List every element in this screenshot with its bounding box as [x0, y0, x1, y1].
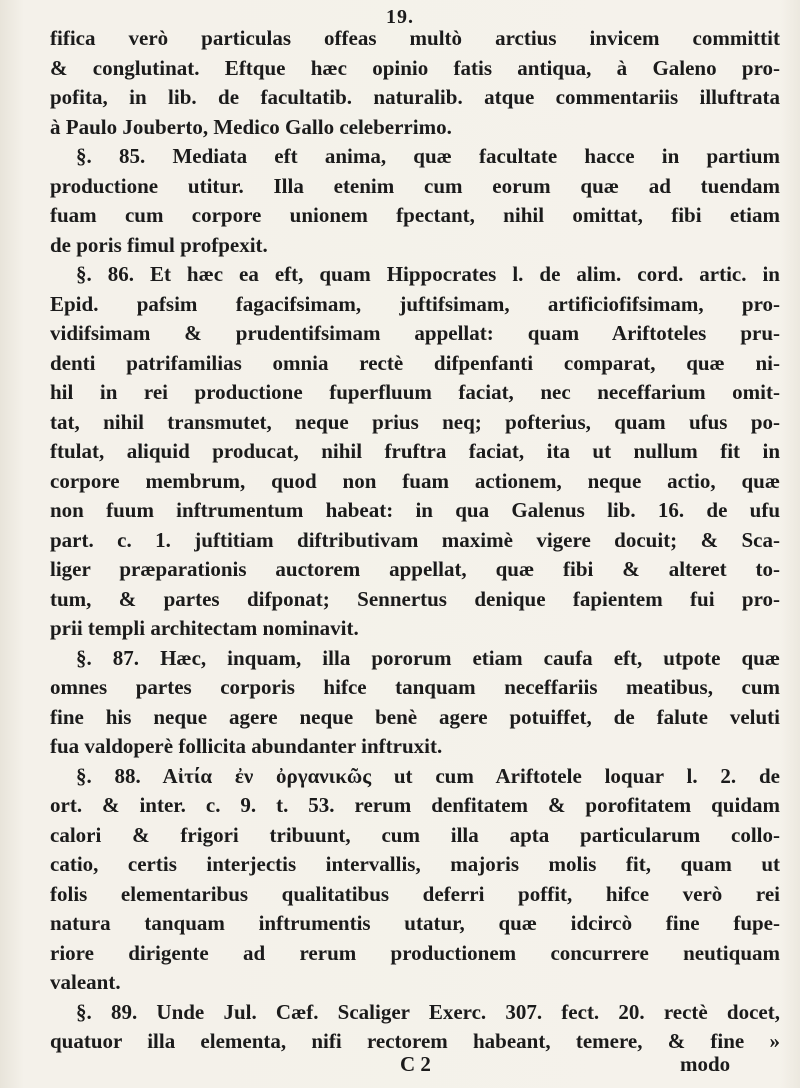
- text-line: tum, & partes difponat; Sennertus denique fapientem fui pro-: [50, 586, 780, 611]
- text-line: prii templi architectam nominavit.: [50, 616, 359, 640]
- text-line: valeant.: [50, 970, 121, 994]
- text-line: quatuor illa elementa, nifi rectorem habeant, temere, & fine »: [50, 1029, 780, 1053]
- page-footer: [0, 1052, 800, 1082]
- text-line: calori & frigori tribuunt, cum illa apta particularum collo-: [50, 822, 780, 847]
- text-line: vidifsimam & prudentifsimam appellat: quam Ariftoteles pru-: [50, 321, 780, 345]
- text-line: pofita, in lib. de facultatib. naturalib. atque commentariis illuftrata: [50, 85, 780, 109]
- text-line: non fuum inftrumentum habeat: in qua Galenus lib. 16. de ufu: [50, 498, 780, 522]
- text-line: §. 87. Hæc, inquam, illa pororum etiam caufa eft, utpote quæ: [76, 645, 780, 670]
- text-line: ort. & inter. c. 9. t. 53. rerum denfitatem & porofitatem quidam: [50, 793, 780, 817]
- text-line: à Paulo Jouberto, Medico Gallo celeberrimo.: [50, 114, 452, 139]
- text-line: catio, certis interjectis intervallis, majoris molis fit, quam ut: [50, 852, 780, 876]
- text-line: denti patrifamilias omnia rectè difpenfanti comparat, quæ ni-: [50, 350, 780, 375]
- text-line: omnes partes corporis hifce tanquam neceffariis meatibus, cum: [50, 675, 780, 699]
- text-line: §. 88. Αἰτία ἐν ὀργανικῶς ut cum Ariftotele loquar l. 2. de: [76, 763, 780, 788]
- text-line: natura tanquam inftrumentis utatur, quæ idcircò fine fupe-: [50, 911, 780, 935]
- catchword: modo: [680, 1052, 731, 1076]
- text-line: fine his neque agere neque benè agere potuiffet, de falute veluti: [50, 704, 780, 729]
- text-line: hil in rei productione fuperfluum faciat, nec neceffarium omit-: [50, 380, 780, 404]
- signature-mark: C 2: [400, 1052, 431, 1076]
- text-line: de poris fimul profpexit.: [50, 232, 268, 257]
- text-line: corpore membrum, quod non fuam actionem, neque actio, quæ: [50, 468, 780, 493]
- page-number: 19.: [386, 6, 414, 28]
- text-line: ftulat, aliquid producat, nihil fruftra faciat, ita ut nullum fit in: [50, 439, 780, 463]
- text-line: §. 89. Unde Jul. Cæf. Scaliger Exerc. 307. fect. 20. rectè docet,: [76, 999, 780, 1024]
- body-text: [50, 24, 780, 1057]
- text-line: Epid. pafsim fagacifsimam, juftifsimam, artificiofifsimam, pro-: [50, 291, 780, 316]
- text-line: fifica verò particulas offeas multò arctius invicem committit: [50, 26, 780, 50]
- text-line: folis elementaribus qualitatibus deferri poffit, hifce verò rei: [50, 881, 780, 906]
- text-line: liger præparationis auctorem appellat, quæ fibi & alteret to-: [50, 557, 780, 581]
- text-line: tat, nihil transmutet, neque prius neq; pofterius, quam ufus po-: [50, 409, 780, 434]
- text-line: & conglutinat. Eftque hæc opinio fatis antiqua, à Galeno pro-: [50, 55, 780, 80]
- text-line: part. c. 1. juftitiam diftributivam maximè vigere docuit; & Sca-: [50, 527, 780, 552]
- text-line: §. 85. Mediata eft anima, quæ facultate hacce in partium: [76, 144, 780, 168]
- text-line: fuam cum corpore unionem fpectant, nihil omittat, fibi etiam: [50, 203, 780, 227]
- text-line: riore dirigente ad rerum productionem concurrere neutiquam: [50, 940, 780, 965]
- text-line: fua valdoperè follicita abundanter inftruxit.: [50, 734, 443, 758]
- text-line: productione utitur. Illa etenim cum eorum quæ ad tuendam: [50, 173, 780, 198]
- text-line: §. 86. Et hæc ea eft, quam Hippocrates l. de alim. cord. artic. in: [76, 262, 780, 286]
